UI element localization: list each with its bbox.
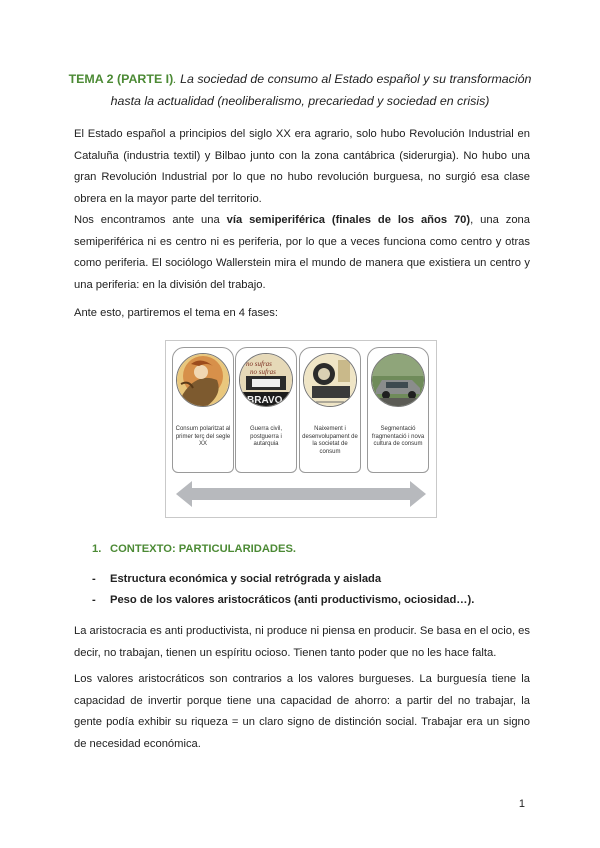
- paragraph-2-start: Nos encontramos ante una: [74, 214, 227, 226]
- title-lead-dot: .: [173, 72, 177, 86]
- paragraph-2: [74, 210, 530, 296]
- timeline-double-arrow: [176, 481, 426, 507]
- paragraph-3: Ante esto, partiremos el tema en 4 fases:: [74, 307, 278, 319]
- title-line-2: hasta la actualidad (neoliberalismo, precariedad y sociedad en crisis): [110, 94, 490, 108]
- paragraph-5: Los valores aristocráticos son contrarios a los valores burgueses. La burguesía tiene la capacidad de invertir porque tiene una capacidad de ahorro: a partir del no trabajar, la gente podía exhibir su riqueza = un claro signo de distinción social. Trabajar era un signo de necesidad económica.: [74, 673, 530, 750]
- bullet-dash-1: -: [92, 573, 96, 585]
- phase-label-2: Guerra civil, postguerra i autarquia: [249, 426, 282, 447]
- phase-label-3: Naixement i desenvolupament de la societat de consum: [302, 426, 358, 455]
- ad-brand-text: BRAVO: [247, 395, 283, 406]
- phase-card-1: [172, 347, 234, 473]
- ad-text-2: no sufras: [250, 368, 276, 376]
- phase-card-4: [367, 347, 429, 473]
- page-number: 1: [518, 798, 525, 810]
- paragraph-2-end: , una zona semiperiférica ni es centro ni es periferia, por lo que a veces funciona como centro y otras como periferia. El sociólogo Wallerstein mira el mundo de manera que existiera un centro y una periferia: en la división del trabajo.: [74, 214, 530, 291]
- title-lead: TEMA 2 (PARTE I): [68, 72, 174, 86]
- phases-figure: [165, 340, 437, 518]
- phase-card-3: [299, 347, 361, 473]
- section-number: 1.: [92, 543, 102, 555]
- bullet-text-1: Estructura económica y social retrógrada y aislada: [110, 573, 382, 585]
- phase-label-4: Segmentació fragmentació i nova cultura de consum: [371, 426, 425, 447]
- ad-text-1: no sufras: [246, 360, 272, 368]
- document-title: [60, 68, 540, 112]
- title-line-1: La sociedad de consumo al Estado español y su transformación: [176, 72, 532, 86]
- bravo-vintage-ad-image: [239, 353, 293, 407]
- vintage-product-ad-image: [303, 353, 357, 407]
- car-photo-image: [371, 353, 425, 407]
- bullet-item-1: [92, 573, 381, 585]
- phase-label-1: Consum polaritzat al primer terç del segle XX: [175, 426, 231, 447]
- paragraph-4: La aristocracia es anti productivista, ni produce ni piensa en producir. Se basa en el ocio, es decir, no trabajan, tienen un espíritu ocioso. Tienen tanto poder que no les hace falta.: [74, 625, 530, 659]
- art-nouveau-poster-image: [176, 353, 230, 407]
- phase-card-2: [235, 347, 297, 473]
- bullet-item-2: [92, 594, 474, 606]
- paragraph-2-bold: vía semiperiférica (finales de los años 70): [226, 214, 471, 226]
- section-heading-1: [92, 543, 296, 555]
- paragraph-1: El Estado español a principios del siglo XX era agrario, solo hubo Revolución Industrial en Cataluña (industria textil) y Bilbao junto con la zona cantábrica (siderurgia). No hubo una gran Revolución Industrial por lo que no hubo revolución burguesa, no surgió esa clase obrera en la mayor parte del territorio.: [74, 128, 530, 205]
- bullet-text-2: Peso de los valores aristocráticos (anti productivismo, ociosidad…).: [110, 594, 475, 606]
- section-title: CONTEXTO: PARTICULARIDADES.: [110, 543, 297, 555]
- bullet-dash-2: -: [92, 594, 96, 606]
